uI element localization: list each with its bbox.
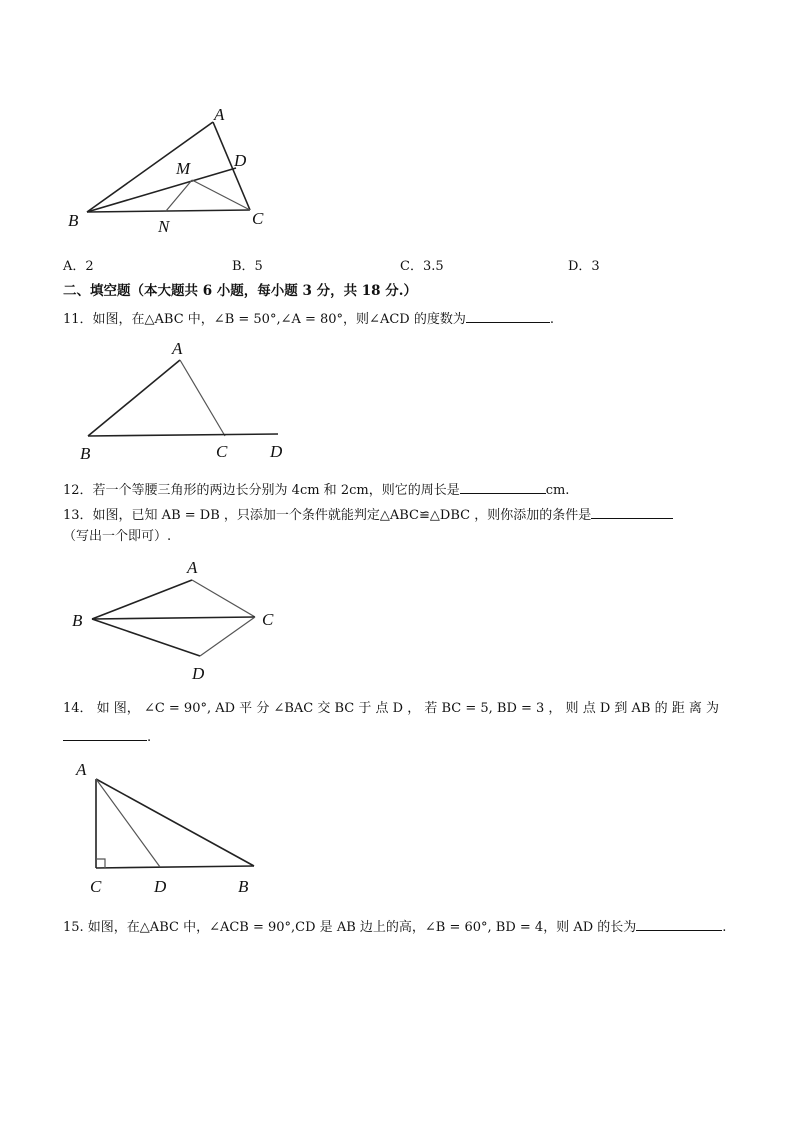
question-13-text: 13．如图，已知 AB = DB ，只添加一个条件就能判定△ABC≌△DBC ，则你添加的条件是 [63,508,592,523]
question-11 [63,309,554,329]
answer-blank-14[interactable] [63,727,147,741]
fig14-label-a: A [76,760,87,779]
question-13-line2: （写出一个即可）. [63,529,172,544]
section-title: 二、填空题（本大题共 6 小题，每小题 3 分，共 18 分.） [63,283,417,299]
figure-q10 [60,100,290,240]
option-a: A．2 [63,259,94,274]
fig13-label-c: C [262,610,274,629]
question-12-text: 12．若一个等腰三角形的两边长分别为 4cm 和 2cm，则它的周长是 [63,483,460,498]
fig11-label-d: D [270,442,283,461]
fig14-label-d: D [154,877,167,896]
answer-blank-12[interactable] [460,480,546,494]
question-12-tail: cm. [545,483,570,498]
fig13-label-b: B [72,611,83,630]
question-14-tail: . [147,730,152,745]
fig10-label-a: A [214,105,225,124]
fig11-label-a: A [172,339,183,358]
option-d: D．3 [568,259,600,274]
fig11-label-b: B [80,444,91,463]
fig10-label-c: C [252,209,264,228]
question-12 [63,480,569,500]
fig11-label-c: C [216,442,228,461]
question-15-text: 15. 如图，在△ABC 中，∠ACB = 90°,CD 是 AB 边上的高，∠B = 60°, BD = 4，则 AD 的长为 [63,920,637,935]
fig14-label-b: B [238,877,249,896]
fig13-label-a: A [187,558,198,577]
question-14-line2 [63,727,151,747]
fig10-label-m: M [176,159,191,178]
question-11-tail: . [549,312,554,327]
figure-q11 [70,330,300,465]
answer-blank-13[interactable] [591,505,673,519]
answer-blank-15[interactable] [636,917,722,931]
question-14: 14． 如 图， ∠C = 90°, AD 平 分 ∠BAC 交 BC 于 点 D ， 若 BC = 5, BD = 3 ， 则 点 D 到 AB 的 距 离 为 [63,701,719,716]
question-13 [63,505,673,525]
figure-q13 [70,553,300,683]
option-c: C．3.5 [400,259,444,274]
fig13-label-d: D [192,664,205,683]
option-b: B．5 [232,259,263,274]
question-15 [63,917,726,937]
question-11-text: 11．如图，在△ABC 中，∠B = 50°,∠A = 80°，则∠ACD 的度数为 [63,312,466,327]
answer-blank-11[interactable] [466,309,550,323]
fig10-label-b: B [68,211,79,230]
question-15-tail: . [722,920,727,935]
figure-q14 [70,755,290,900]
fig14-label-c: C [90,877,102,896]
fig10-label-n: N [158,217,170,236]
fig10-label-d: D [234,151,247,170]
